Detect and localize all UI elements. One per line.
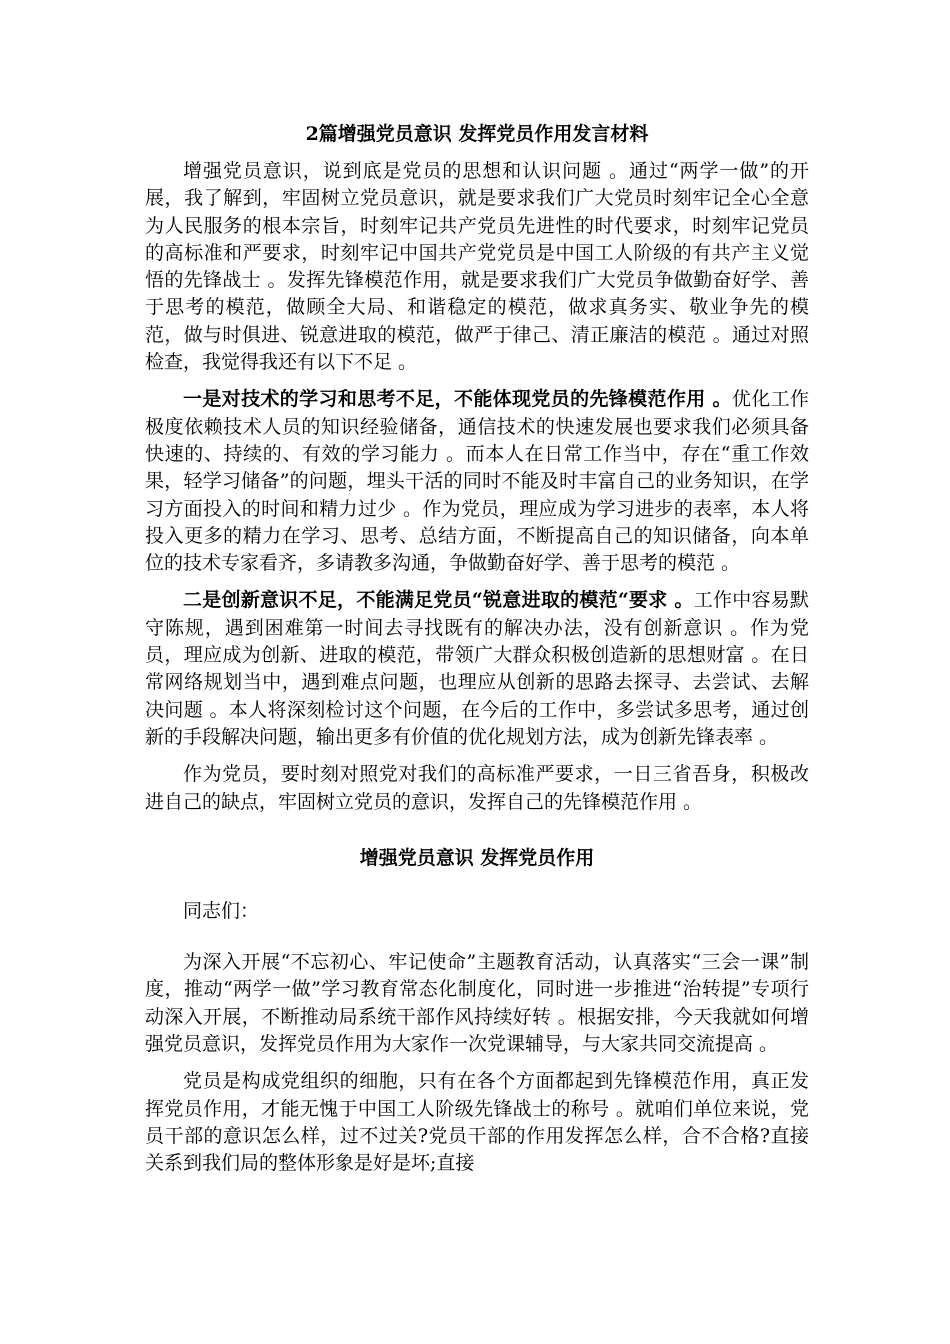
paragraph-conclusion: 作为党员，要时刻对照党对我们的高标准严要求，一日三省吾身，积极改进自己的缺点，牢固树立党员的意识，发挥自己的先锋模范作用 。 [145, 763, 809, 813]
paragraph-point-one [145, 386, 809, 577]
paragraph-speech-opening: 为深入开展“不忘初心、牢记使命”主题教育活动，认真落实“三会一课”制度，推动“两学一做”学习教育常态化制度化，同时进一步推进“治转提”专项行动深入开展，不断推动局系统干部作风持续好转 。根据安排，今天我就如何增强党员意识，发挥党员作用为大家作一次党课辅导，与大家共同交流提高 。 [145, 951, 809, 1056]
point-one-heading: 一是对技术的学习和思考不足，不能体现党员的先锋模范作用 。 [183, 388, 732, 411]
salutation: 同志们： [183, 899, 260, 922]
point-two-heading: 二是创新意识不足，不能满足党员“锐意进取的模范“要求 。 [183, 589, 694, 612]
paragraph-intro: 增强党员意识，说到底是党员的思想和认识问题 。通过“两学一做”的开展，我了解到，牢固树立党员意识，就是要求我们广大党员时刻牢记全心全意为人民服务的根本宗旨，时刻牢记共产党员先进性的时代要求，时刻牢记党员的高标准和严要求，时刻牢记中国共产党党员是中国工人阶级的有共产主义觉悟的先锋战士 。发挥先锋模范作用，就是要求我们广大党员争做勤奋好学、善于思考的模范，做顾全大局、和谐稳定的模范，做求真务实、敬业争先的模范，做与时俱进、锐意进取的模范，做严于律己、清正廉洁的模范 。通过对照检查，我觉得我还有以下不足 。 [145, 160, 809, 374]
section-title: 增强党员意识 发挥党员作用 [359, 846, 595, 869]
point-one-body: 优化工作极度依赖技术人员的知识经验储备，通信技术的快速发展也要求我们必须具备快速的、持续的、有效的学习能力 。而本人在日常工作当中，存在“重工作效果，轻学习储备”的问题，埋头干活的同时不能及时丰富自己的业务知识，在学习方面投入的时间和精力过少 。作为党员，理应成为学习进步的表率，本人将投入更多的精力在学习、思考、总结方面，不断提高自己的知识储备，向本单位的技术专家看齐，多请教多沟通，争做勤奋好学、善于思考的模范 。 [145, 388, 809, 575]
document-page [145, 118, 809, 1178]
paragraph-speech-body: 党员是构成党组织的细胞，只有在各个方面都起到先锋模范作用，真正发挥党员作用，才能无愧于中国工人阶级先锋战士的称号 。就咱们单位来说，党员干部的意识怎么样，过不过关?党员干部的作用发挥怎么样，合不合格?直接关系到我们局的整体形象是好是坏;直接 [145, 1070, 809, 1175]
paragraph-point-two [145, 587, 809, 751]
point-two-body: 工作中容易默守陈规，遇到困难第一时间去寻找既有的解决办法，没有创新意识 。作为党员，理应成为创新、进取的模范，带领广大群众积极创造新的思想财富 。在日常网络规划当中，遇到难点问题，也理应从创新的思路去探寻、去尝试、去解决问题 。本人将深刻检讨这个问题，在今后的工作中，多尝试多思考，通过创新的手段解决问题，输出更多有价值的优化规划方法，成为创新先锋表率 。 [145, 589, 809, 748]
document-title: 2篇增强党员意识 发挥党员作用发言材料 [305, 123, 649, 145]
